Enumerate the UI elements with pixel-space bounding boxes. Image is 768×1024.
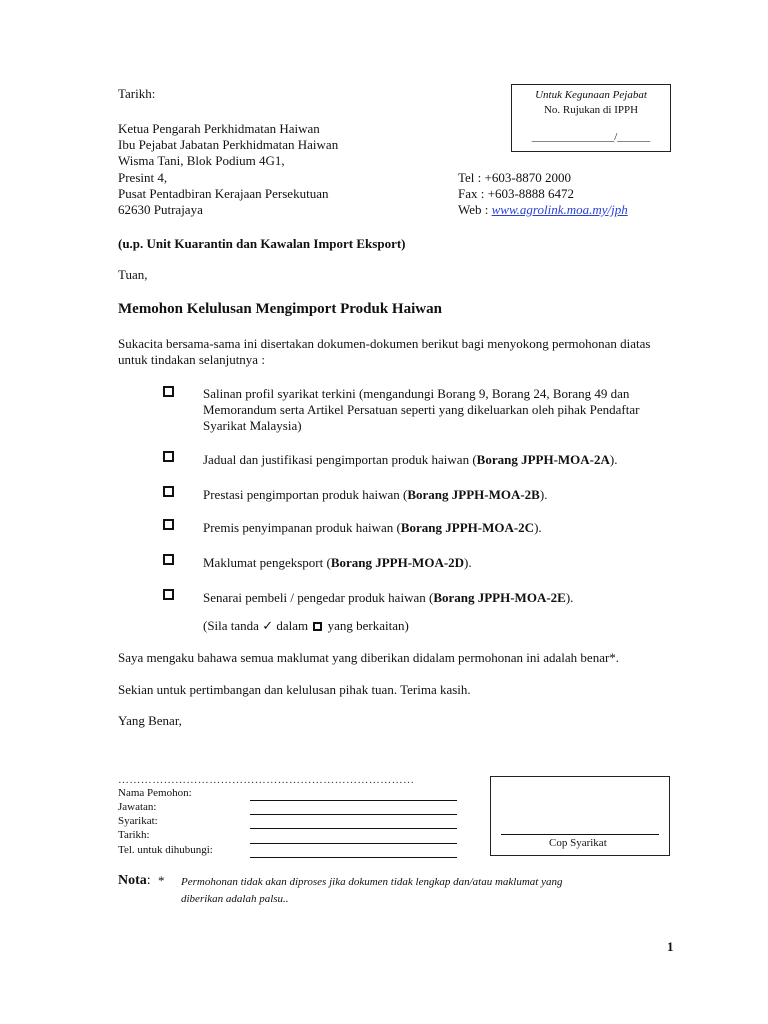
- item-5-text: [203, 555, 683, 571]
- stamp-line: [501, 834, 659, 835]
- address-line-2: Ibu Pejabat Jabatan Perkhidmatan Haiwan: [118, 137, 339, 152]
- field-label-phone: Tel. untuk dihubungi:: [118, 844, 213, 856]
- reference-label: No. Rujukan di IPPH: [543, 104, 639, 116]
- item-3-form: Borang JPPH-MOA-2B: [407, 487, 540, 502]
- signature-line: ……………………………………………………………………: [118, 774, 415, 786]
- item-6-suffix: ).: [565, 590, 574, 605]
- item-5-suffix: ).: [464, 555, 472, 570]
- note-text-line-2: diberikan adalah palsu..: [181, 893, 289, 905]
- field-line-extra[interactable]: [250, 857, 457, 858]
- salutation: Tuan,: [118, 267, 148, 282]
- field-line-phone[interactable]: [250, 843, 457, 844]
- checkmark-icon: ✓: [262, 618, 274, 633]
- item-6-text: [203, 590, 683, 606]
- item-4-suffix: ).: [534, 520, 542, 535]
- note-label-text: Nota: [118, 873, 147, 888]
- subject-title: Memohon Kelulusan Mengimport Produk Haiwan: [118, 301, 442, 317]
- website: [458, 202, 628, 218]
- checkbox-icon: [313, 622, 322, 631]
- checkbox-item-1[interactable]: [163, 386, 174, 397]
- address-line-3: Wisma Tani, Blok Podium 4G1,: [118, 153, 285, 168]
- item-4-text: [203, 520, 683, 536]
- item-2-text: [203, 452, 683, 468]
- tick-instruction-part2: dalam: [273, 618, 312, 633]
- field-label-date: Tarikh:: [118, 829, 150, 841]
- telephone: Tel : +603-8870 2000: [458, 170, 571, 185]
- office-use-title: Untuk Kegunaan Pejabat: [535, 89, 647, 101]
- website-label: Web :: [458, 202, 492, 217]
- tick-instruction-part1: (Sila tanda: [203, 618, 263, 633]
- declaration: Saya mengaku bahawa semua maklumat yang diberikan didalam permohonan ini adalah benar*.: [118, 650, 620, 665]
- item-6-prefix: Senarai pembeli / pengedar produk haiwan (: [203, 590, 434, 605]
- attention-line: (u.p. Unit Kuarantin dan Kawalan Import Eksport): [118, 236, 406, 251]
- closing-line: Sekian untuk pertimbangan dan kelulusan pihak tuan. Terima kasih.: [118, 682, 471, 697]
- note-text-line-1: Permohonan tidak akan diproses jika dokumen tidak lengkap dan/atau maklumat yang: [181, 876, 563, 888]
- stamp-label: Cop Syarikat: [549, 837, 607, 849]
- intro-paragraph: Sukacita bersama-sama ini disertakan dokumen-dokumen berikut bagi menyokong permohonan diatas untuk tindakan selanjutnya :: [118, 336, 651, 367]
- note-separator: :: [146, 873, 151, 888]
- item-1-text: Salinan profil syarikat terkini (mengandungi Borang 9, Borang 24, Borang 49 dan Memorandum serta Artikel Persatuan seperti yang dikeluarkan oleh pihak Pendaftar Syarikat Malaysia): [203, 386, 640, 433]
- note-star: *: [158, 873, 165, 888]
- item-4-prefix: Premis penyimpanan produk haiwan (: [203, 520, 401, 535]
- item-5-form: Borang JPPH-MOA-2D: [330, 555, 465, 570]
- item-2-prefix: Jadual dan justifikasi pengimportan produk haiwan (: [203, 452, 477, 467]
- field-label-company: Syarikat:: [118, 815, 158, 827]
- checkbox-item-4[interactable]: [163, 519, 174, 530]
- fax: Fax : +603-8888 6472: [458, 186, 575, 201]
- field-line-company[interactable]: [250, 814, 457, 815]
- item-6-form: Borang JPPH-MOA-2E: [433, 590, 566, 605]
- item-2-form: Borang JPPH-MOA-2A: [476, 452, 610, 467]
- field-label-name: Nama Pemohon:: [118, 787, 192, 799]
- item-4-form: Borang JPPH-MOA-2C: [400, 520, 535, 535]
- checkbox-item-3[interactable]: [163, 486, 174, 497]
- reference-number-line: _______________/______: [531, 131, 651, 143]
- item-2-suffix: ).: [609, 452, 618, 467]
- item-5-prefix: Maklumat pengeksport (: [203, 555, 331, 570]
- checkbox-item-6[interactable]: [163, 589, 174, 600]
- item-3-text: [203, 487, 683, 503]
- page-number: 1: [667, 939, 674, 954]
- office-use-box: [511, 84, 671, 152]
- field-label-position: Jawatan:: [118, 801, 157, 813]
- note-label: [118, 873, 151, 889]
- tick-instruction: [203, 618, 409, 634]
- address-line-5: Pusat Pentadbiran Kerajaan Persekutuan: [118, 186, 329, 201]
- website-link[interactable]: www.agrolink.moa.my/jph: [491, 202, 628, 217]
- date-label: Tarikh:: [118, 86, 156, 101]
- item-3-suffix: ).: [539, 487, 548, 502]
- sign-off: Yang Benar,: [118, 713, 182, 728]
- checkbox-item-5[interactable]: [163, 554, 174, 565]
- address-line-6: 62630 Putrajaya: [118, 202, 203, 217]
- checkbox-item-2[interactable]: [163, 451, 174, 462]
- field-line-position[interactable]: [250, 800, 457, 801]
- address-line-4: Presint 4,: [118, 170, 168, 185]
- field-line-date[interactable]: [250, 828, 457, 829]
- address-line-1: Ketua Pengarah Perkhidmatan Haiwan: [118, 121, 320, 136]
- item-3-prefix: Prestasi pengimportan produk haiwan (: [203, 487, 408, 502]
- tick-instruction-part3: yang berkaitan): [324, 618, 409, 633]
